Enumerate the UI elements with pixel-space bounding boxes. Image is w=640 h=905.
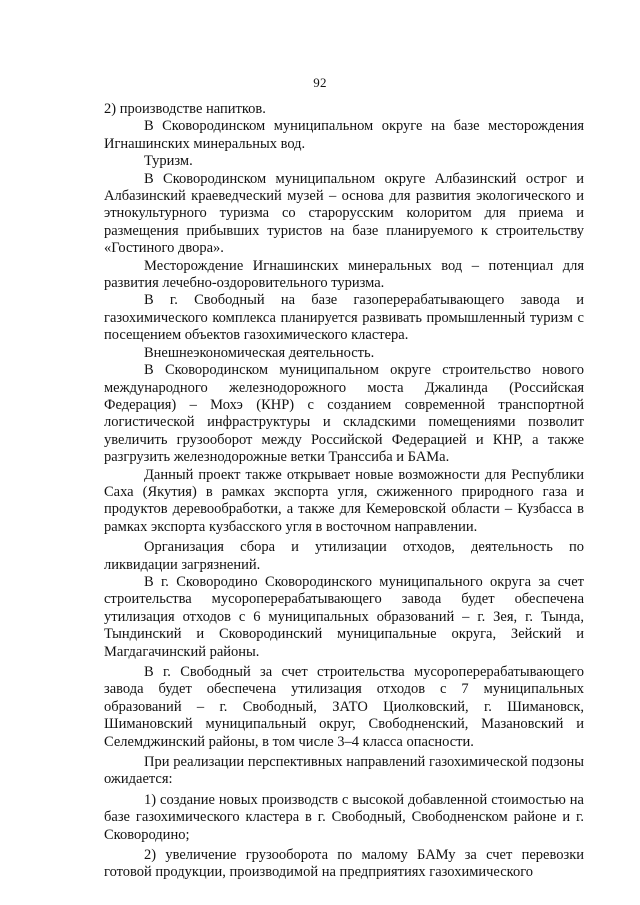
paragraph-2-production-of-drinks: 2) производстве напитков. xyxy=(104,101,266,117)
document-body xyxy=(104,101,584,882)
page-number: 92 xyxy=(313,75,327,90)
list-item-new-production: 1) создание новых производств с высокой добавленной стоимостью на базе газохимического кластера в г. Свободный, Свободненском районе и г. Сковородино; xyxy=(104,791,584,843)
paragraph-dzhalinda-mohe-bridge: В Сковородинском муниципальном округе строительство нового международного железнодорожного моста Джалинда (Российская Федерация) – Мохэ (КНР) с созданием современной транспортной логистической инфраструктуры и складскими помещениями позволит увеличить грузооборот между Российской Федерацией и КНР, а также разгрузить железнодорожные ветки Транссиба и БАМа. xyxy=(104,362,584,466)
paragraph-ignashino-mineral-waters: В Сковородинском муниципальном округе на базе месторождения Игнашинских минеральных вод. xyxy=(104,118,584,152)
paragraph-skovorodino-waste-plant: В г. Сковородино Сковородинского муниципального округа за счет строительства мусороперерабатывающего завода будет обеспечена утилизация отходов с 6 муниципальных образований – г. Зея, г. Тында, Тындинский и Сковородинский муниципальные округа, Зейский и Магдагачинский районы. xyxy=(104,573,584,660)
paragraph-svobodny-waste-plant: В г. Свободный за счет строительства мусороперерабатывающего завода будет обеспечена утилизация отходов с 7 муниципальных образований – г. Свободный, ЗАТО Циолковский, г. Шимановск, Шимановский муниципальный округ, Свободненский, Мазановский и Селемджинский районы, в том числе 3–4 класса опасности. xyxy=(104,664,584,750)
paragraph-health-tourism: Месторождение Игнашинских минеральных вод – потенциал для развития лечебно-оздоровительного туризма. xyxy=(104,257,584,292)
section-heading-foreign-economic-activity: Внешнеэкономическая деятельность. xyxy=(144,344,375,361)
paragraph-yakutia-kuzbass-export: Данный проект также открывает новые возможности для Республики Саха (Якутия) в рамках экспорта угля, сжиженного природного газа и продуктов деревообработки, а также для Кемеровской области – Кузбасса в рамках экспорта кузбасского угля в восточном направлении. xyxy=(104,466,584,535)
paragraph-albazin-tourism: В Сковородинском муниципальном округе Албазинский острог и Албазинский краеведческий музей – основа для развития экологического и этнокультурного туризма со старорусским колоритом для приема и размещения прибывших туристов на базе планируемого к строительству «Гостиного двора». xyxy=(104,170,584,257)
section-heading-tourism: Туризм. xyxy=(144,153,193,170)
paragraph-industrial-tourism: В г. Свободный на базе газоперерабатывающего завода и газохимического комплекса планируется развивать промышленный туризм с посещением объектов газохимического кластера. xyxy=(104,292,584,344)
paragraph-expected-results-intro: При реализации перспективных направлений газохимической подзоны ожидается: xyxy=(104,754,584,788)
list-item-freight-turnover: 2) увеличение грузооборота по малому БАМу за счет перевозки готовой продукции, производимой на предприятиях газохимического xyxy=(104,847,584,881)
section-heading-waste-management: Организация сбора и утилизации отходов, деятельность по ликвидации загрязнений. xyxy=(104,539,584,573)
